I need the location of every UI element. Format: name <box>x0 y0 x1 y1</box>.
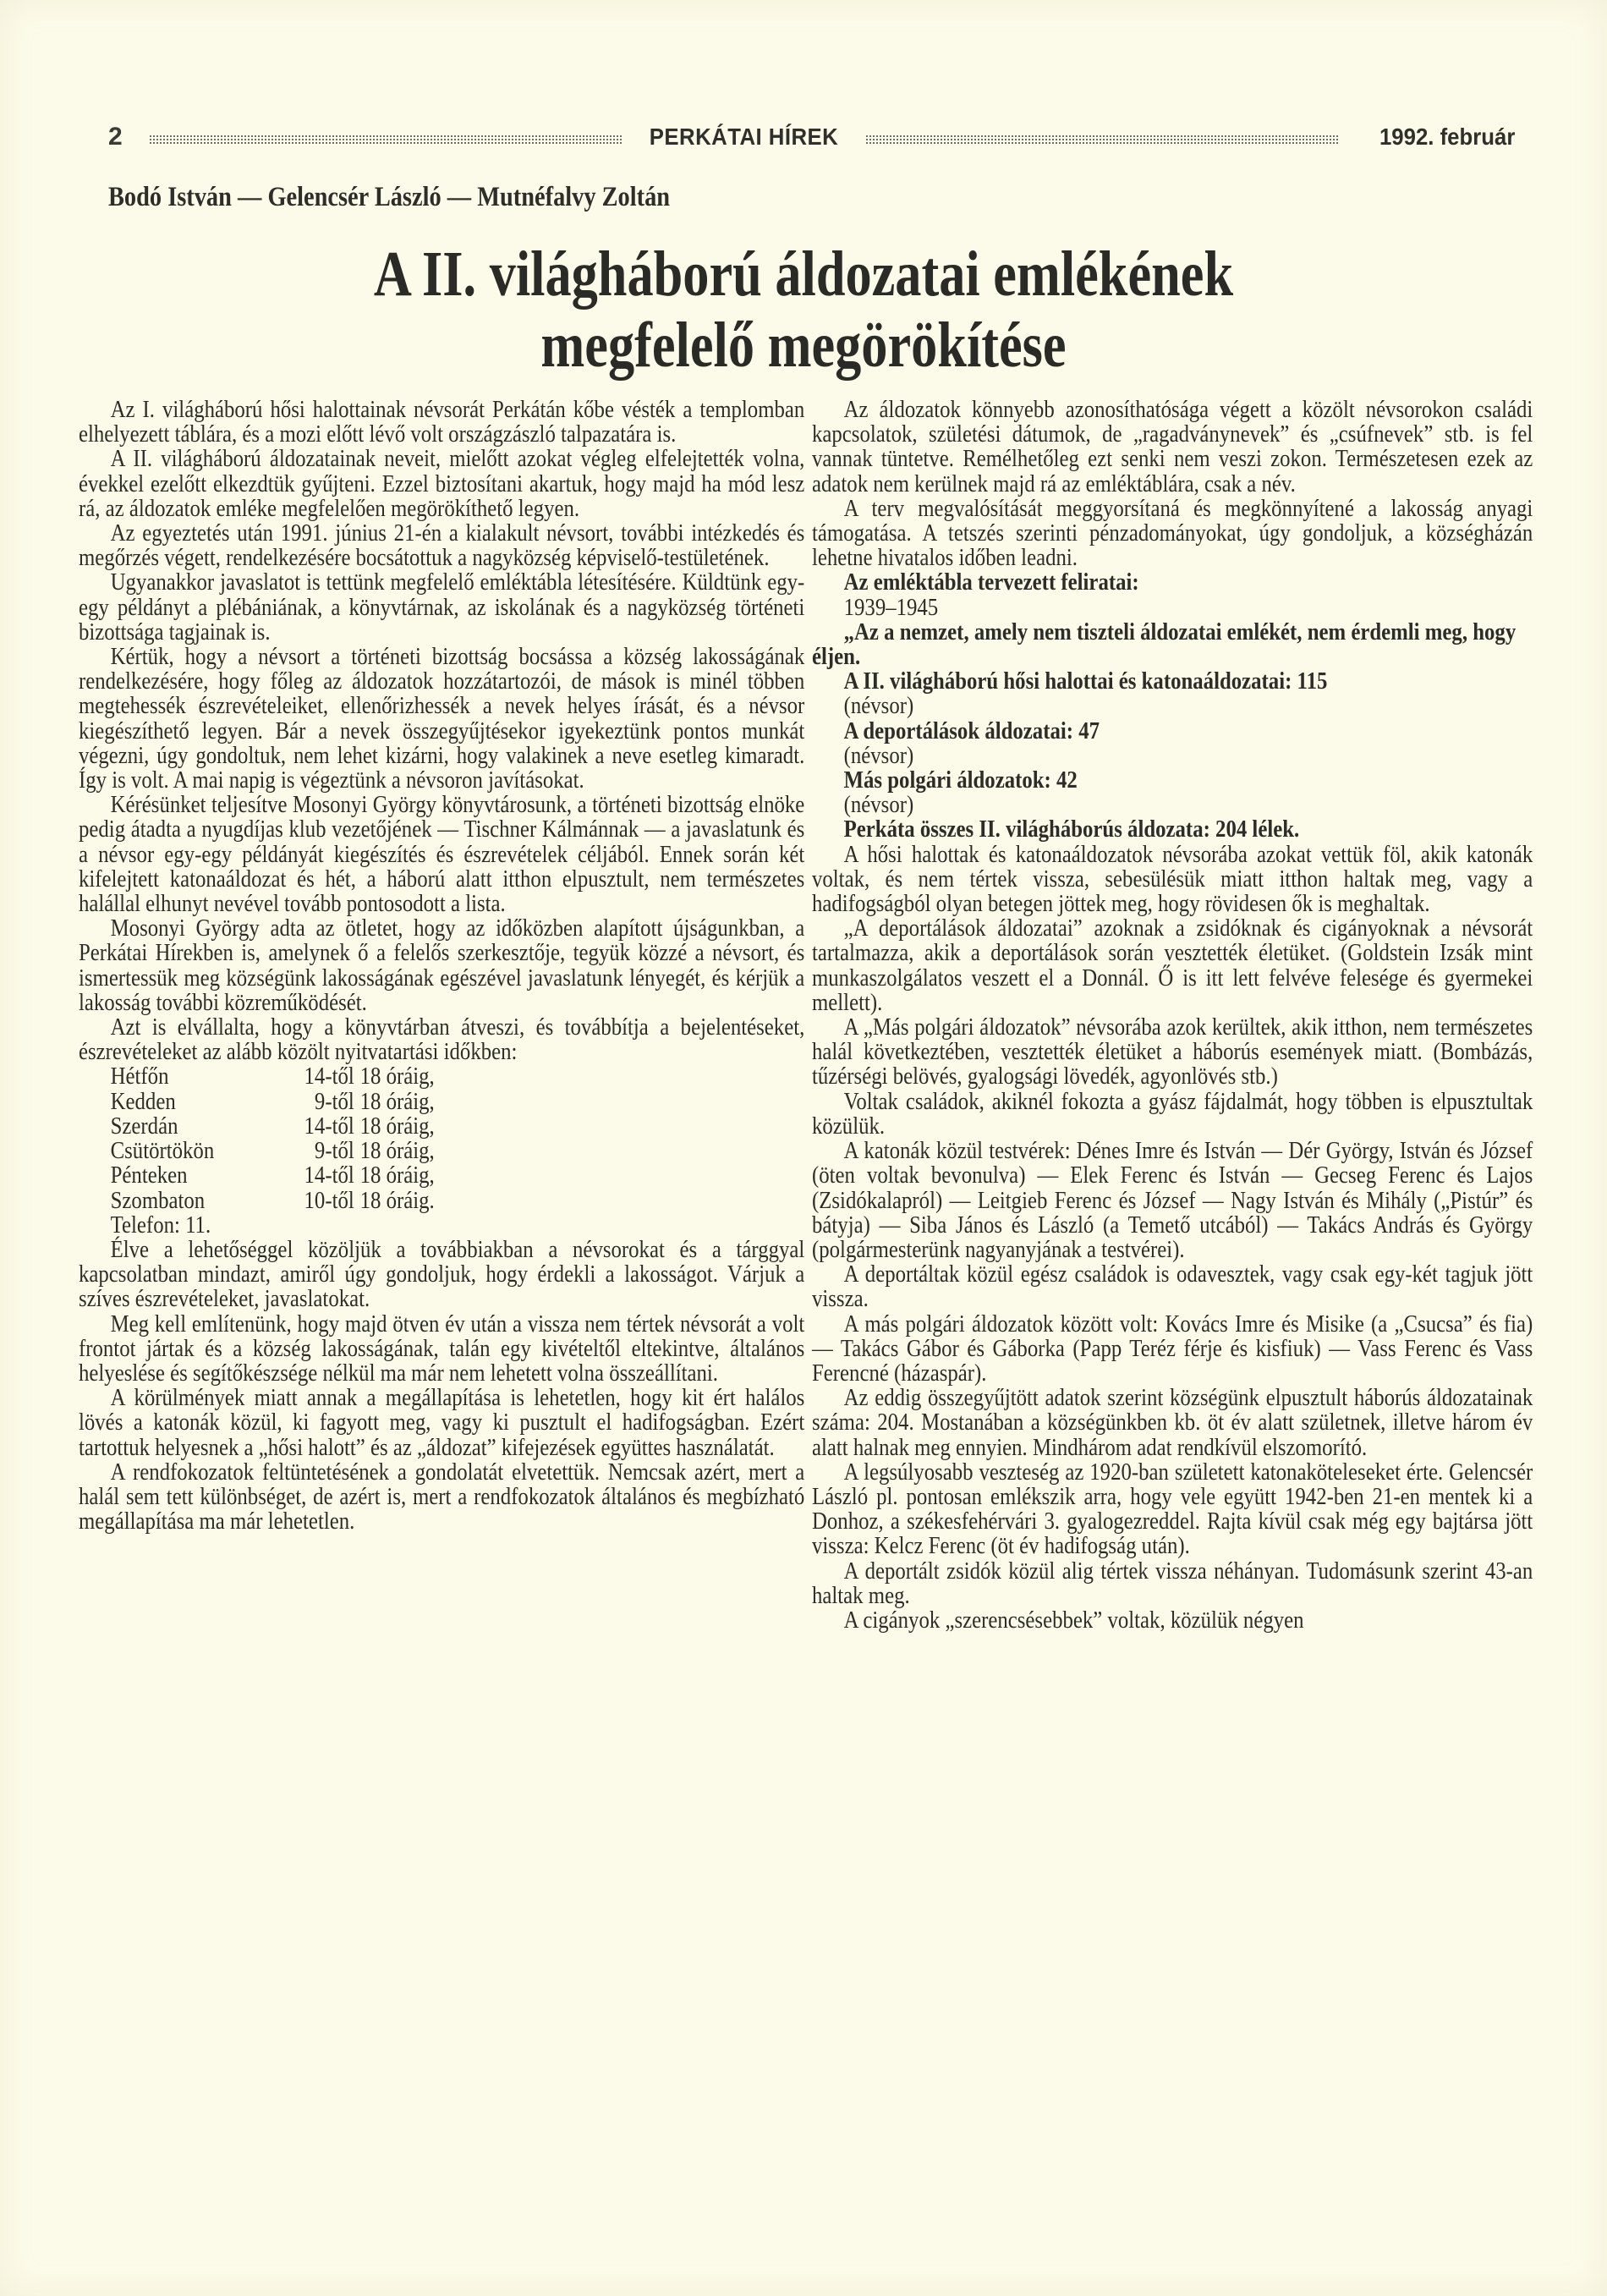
inscription-years: 1939–1945 <box>843 593 939 621</box>
paragraph: A rendfokozatok feltüntetésének a gondolatát elvetettük. Nemcsak azért, mert a halál sem tett különbséget, de azért is, mert a rendfokozatok általános és megbízható megállapítása ma már lehetetlen. <box>79 1458 805 1535</box>
inscription-deportation-count: A deportálások áldozatai: 47 <box>843 717 1100 744</box>
paragraph: A legsúlyosabb veszteség az 1920-ban született katonaköteleseket érte. Gelencsér László pl. pontosan emlékszik arra, hogy vele együtt 1942-ben 21-en mentek ki a Donhoz, a székesfehérvári 3. gyalogezreddel. Rajta kívül csak még egy bajtársa jött vissza: Kelcz Ferenc (öt év hadifogság után). <box>812 1458 1533 1560</box>
paragraph: A „Más polgári áldozatok” névsorába azok kerültek, akik itthon, nem természetes halál következtében, vesztették életüket a háborús események miatt. (Bombázás, tűzérségi belövés, gyalogsági lövedék, agyonlövés stb.) <box>812 1013 1533 1090</box>
paragraph: Azt is elvállalta, hogy a könyvtárban átveszi, és továbbítja a bejelentéseket, észrevételeket az alább közölt nyitvatartási időkben: <box>79 1013 805 1066</box>
paragraph: Az I. világháború hősi halottainak névsorát Perkátán kőbe vésték a templomban elhelyezett táblára, és a mozi előtt lévő volt országzászló talpazatára is. <box>79 396 805 448</box>
schedule-until: 18 óráig, <box>359 1137 435 1165</box>
article-authors: Bodó István — Gelencsér László — Mutnéfalvy Zoltán <box>108 182 671 212</box>
inscription-military-count: A II. világháború hősi halottai és katonaáldozatai: 115 <box>843 667 1328 695</box>
paragraph: Az eddig összegyűjtött adatok szerint községünk elpusztult háborús áldozatainak száma: 204. Mostanában a községünkben kb. öt év alatt születnek, illetve három év alatt halnak meg ennyien. Mindhárom adat rendkívül elszomorító. <box>812 1384 1533 1461</box>
schedule-day: Szerdán <box>110 1112 178 1140</box>
paragraph: A cigányok „szerencsésebbek” voltak, közülük négyen <box>843 1606 1304 1634</box>
schedule-row <box>110 1186 805 1214</box>
paragraph: A deportált zsidók közül alig tértek vissza néhányan. Tudomásunk szerint 43-an haltak meg. <box>812 1557 1533 1609</box>
title-line-1: A II. világháború áldozatai emlékének <box>373 239 1234 310</box>
paragraph: Mosonyi György adta az ötletet, hogy az időközben alapított újságunkban, a Perkátai Hírekben is, amelynek ő a felelős szerkesztője, tegyük közzé a névsort, és ismertessük meg községünk lakosságának egészével javaslatunk lényegét, és kérjük a lakosság további közreműködését. <box>79 915 805 1016</box>
schedule-from: 14-től <box>304 1112 354 1140</box>
schedule-until: 18 óráig, <box>359 1112 435 1140</box>
paragraph: Az áldozatok könnyebb azonosíthatósága végett a közölt névsorokon családi kapcsolatok, születési dátumok, de „ragadványnevek” és „csúfnevek” stb. is fel vannak tüntetve. Remélhetőleg ezt senki nem veszi zokon. Természetesen ezek az adatok nem kerülnek majd rá az emléktáblára, csak a név. <box>812 396 1533 497</box>
page-number: 2 <box>108 123 123 151</box>
paragraph: Ugyanakkor javaslatot is tettünk megfelelő emléktábla létesítésére. Küldtünk egy-egy példányt a plébániának, a könyvtárnak, az iskolának és a nagyközség történeti bizottsága tagjainak is. <box>79 569 805 645</box>
right-column <box>812 398 1533 1633</box>
paragraph: A katonák közül testvérek: Dénes Imre és István — Dér György, István és József (öten voltak bevonulva) — Elek Ferenc és István — Gecseg Ferenc és Lajos (Zsidókalapról) — Leitgieb Ferenc és József — Nagy István és Mihály („Pistúr” és bátyja) — Siba János és László (a Temető utcából) — Takács András és György (polgármesterünk nagyanyjának a testvérei). <box>812 1137 1533 1263</box>
schedule-day: Hétfőn <box>110 1063 169 1090</box>
halftone-rule-right <box>865 135 1339 145</box>
left-column <box>79 398 804 1534</box>
paragraph: Élve a lehetőséggel közöljük a továbbiakban a névsorokat és a tárggyal kapcsolatban mindazt, amiről úgy gondoljuk, hogy érdekli a lakosságot. Várjuk a szíves észrevételeket, javaslatokat. <box>79 1235 805 1313</box>
paragraph: „A deportálások áldozatai” azoknak a zsidóknak és cigányoknak a névsorát tartalmazza, akik a deportálások során vesztették életüket. (Goldstein Izsák mint munkaszolgálatos veszett el a Donnál. Ő is itt lett felvéve felesége és gyermekei mellett). <box>812 915 1533 1016</box>
issue-date: 1992. február <box>1379 124 1516 150</box>
schedule-from: 10-től <box>304 1186 354 1214</box>
schedule-row <box>111 1114 805 1139</box>
paragraph: A más polgári áldozatok között volt: Kovács Imre és Misike (a „Csucsa” és fia) — Takács Gábor és Gáborka (Papp Teréz férje és kisfiuk) — Vass Ferenc és Vass Ferencné (házaspár). <box>812 1310 1533 1387</box>
inscription-civilian-count: Más polgári áldozatok: 42 <box>843 766 1078 794</box>
article-title <box>0 239 1607 381</box>
publication-name: PERKÁTAI HÍREK <box>650 124 839 150</box>
schedule-row <box>111 1163 805 1188</box>
schedule-row <box>111 1139 805 1163</box>
paragraph: A hősi halottak és katonaáldozatok névsorába azokat vettük föl, akik katonák voltak, és nem tértek vissza, sebesülésük miatt itthon haltak meg, vagy a hadifogságból olyan betegen jöttek meg, hogy rövidesen ők is meghaltak. <box>812 840 1533 918</box>
schedule-from: 9-től <box>314 1087 354 1115</box>
schedule-until: 18 óráig, <box>359 1063 435 1090</box>
phone-text: Telefon: 11. <box>110 1211 211 1239</box>
schedule-from: 14-től <box>304 1063 354 1090</box>
paragraph: Kérésünket teljesítve Mosonyi György könyvtárosunk, a történeti bizottság elnöke pedig átadta a nyugdíjas klub vezetőjének — Tischner Kálmánnak — a javaslatunk és a névsor egy-egy példányát kiegészítés és észrevételek céljából. Ennek során két kifelejtett katonaáldozat és hét, a háború alatt itthon elpusztult, nem természetes halállal elhunyt nevével tovább pontosodott a lista. <box>79 791 805 918</box>
inscription-heading: Az emléktábla tervezett feliratai: <box>843 569 1139 596</box>
schedule-day: Pénteken <box>110 1162 188 1189</box>
schedule-from: 9-től <box>314 1137 354 1165</box>
schedule-day: Szombaton <box>110 1186 206 1214</box>
phone-number <box>111 1213 805 1238</box>
running-header <box>108 120 1521 154</box>
schedule-from: 14-től <box>304 1162 354 1189</box>
schedule-until: 18 óráig. <box>359 1186 435 1214</box>
inscription-name-list: (névsor) <box>843 741 914 769</box>
paragraph: A körülmények miatt annak a megállapítása is lehetetlen, hogy kit ért halálos lövés a katonák közül, ki fagyott meg, vagy ki pusztult el hadifogságban. Ezért tartottuk helyesnek a „hősi halott” és az „áldozat” kifejezések együttes használatát. <box>79 1384 805 1461</box>
schedule-row <box>110 1087 805 1115</box>
inscription-name-list: (névsor) <box>843 791 914 819</box>
paragraph: A deportáltak közül egész családok is odavesztek, vagy csak egy-két tagjuk jött vissza. <box>812 1261 1533 1313</box>
schedule-row <box>111 1064 805 1089</box>
inscription-name-list: (névsor) <box>843 692 914 720</box>
paragraph: Voltak családok, akiknél fokozta a gyász fájdalmát, hogy többen is elpusztultak közülük. <box>812 1087 1533 1140</box>
schedule-day: Csütörtökön <box>110 1137 215 1165</box>
title-line-2: megfelelő megörökítése <box>540 310 1067 381</box>
schedule-until: 18 óráig, <box>359 1087 435 1115</box>
paragraph: Meg kell említenünk, hogy majd ötven év után a vissza nem tértek névsorát a volt frontot jártak és a község lakosságának, talán egy kivételtől eltekintve, általános helyeslése és segítőkészsége nélkül ma már nem lehetett volna összeállítani. <box>79 1310 805 1387</box>
library-opening-hours <box>111 1064 805 1237</box>
memorial-inscription <box>812 570 1533 842</box>
paragraph: A terv megvalósítását meggyorsítaná és megkönnyítené a lakosság anyagi támogatása. A tetszés szerinti pénzadományokat, úgy gondoljuk, a községházán lehetne hivatalos időben leadni. <box>812 494 1533 572</box>
schedule-until: 18 óráig, <box>359 1162 435 1189</box>
paragraph: A II. világháború áldozatainak neveit, mielőtt azokat végleg elfelejtették volna, évekkel ezelőtt elkezdtük gyűjteni. Ezzel biztosítani akartuk, hogy majd ha mód lesz rá, az áldozatok emléke megfelelően megörökíthető legyen. <box>79 445 805 522</box>
inscription-quote: „Az a nemzet, amely nem tiszteli áldozatai emlékét, nem érdemli meg, hogy éljen. <box>812 618 1517 671</box>
schedule-day: Kedden <box>110 1087 176 1115</box>
halftone-rule-left <box>149 135 623 145</box>
paragraph: Kértük, hogy a névsort a történeti bizottság bocsássa a község lakosságának rendelkezésére, hogy főleg az áldozatok hozzátartozói, de mások is minél többen megtehessék észrevételeiket, ellenőrizhessék a nevek helyes írását, és a névsor kiegészíthető legyen. Bár a nevek összegyűjtésekor igyekeztünk pontos munkát végezni, úgy gondoltuk, nem lehet kizárni, hogy valakinek a neve esetleg kimaradt. Így is volt. A mai napig is végeztünk a névsoron javításokat. <box>79 643 805 794</box>
paragraph: Az egyeztetés után 1991. június 21-én a kialakult névsort, további intézkedés és megőrzés végett, rendelkezésére bocsátottuk a nagyközség képviselő-testületének. <box>79 519 805 572</box>
inscription-total: Perkáta összes II. világháborús áldozata: 204 lélek. <box>843 816 1300 843</box>
